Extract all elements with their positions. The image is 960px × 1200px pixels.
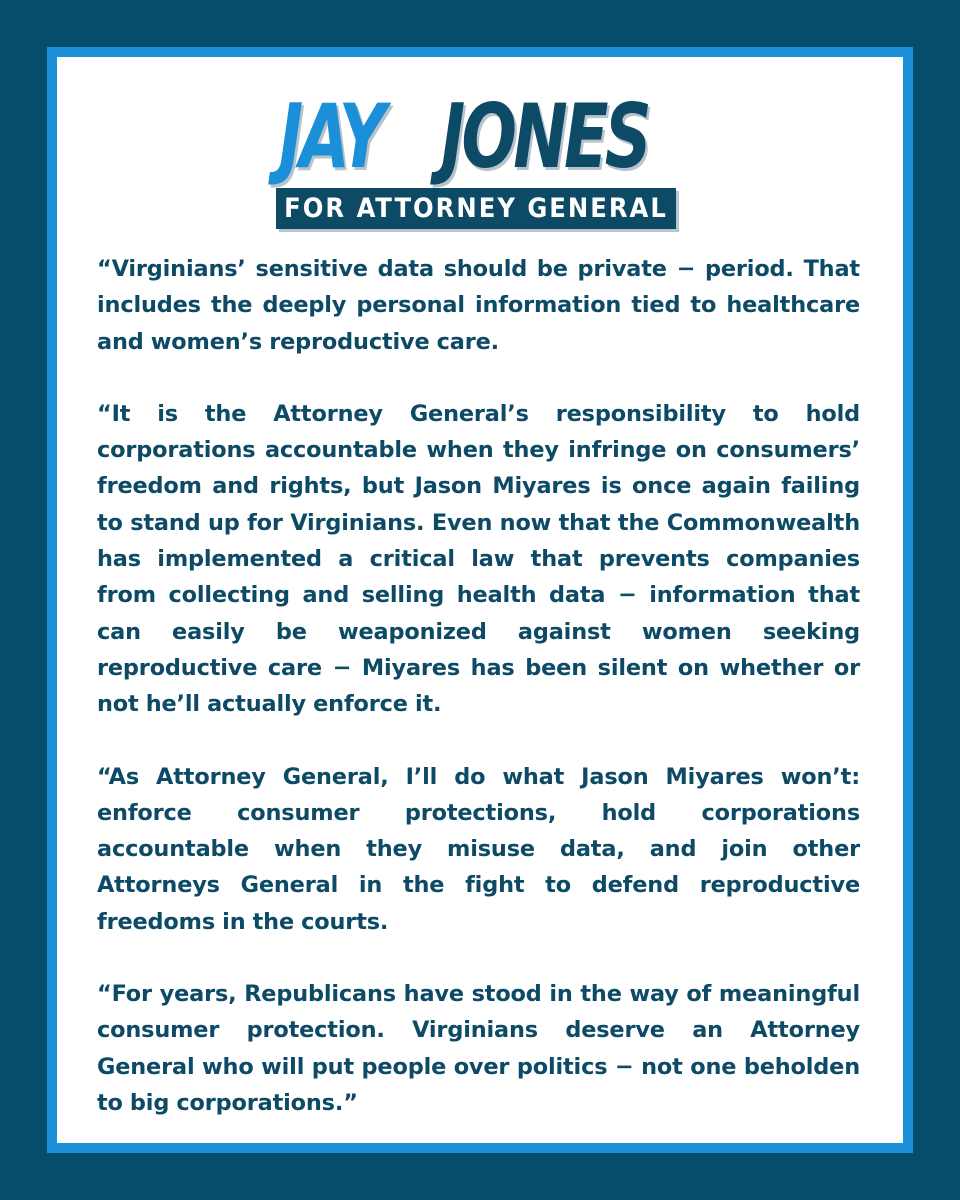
logo-tagline: FOR ATTORNEY GENERAL [284,193,668,224]
statement-paragraph: “As Attorney General, I’ll do what Jason Miyares won’t: enforce consumer protections, hold corporations accountable when they misuse data, and join other Attorneys General in the fight to defend reproductive freedoms in the courts. [97,763,860,935]
statement-paragraph: “Virginians’ sensitive data should be private − period. That includes the deeply personal information tied to healthcare and women’s reproductive care. [97,256,860,355]
statement-card [47,47,913,1153]
statement-paragraph: “It is the Attorney General’s responsibility to hold corporations accountable when they infringe on consumers’ freedom and rights, but Jason Miyares is once again failing to stand up for Virginians. Even now that the Commonwealth has implemented a critical law that prevents companies from collecting and selling health data − information that can easily be weaponized against women seeking reproductive care − Miyares has been silent on whether or not he’ll actually enforce it. [97,400,860,718]
statement-paragraph: “For years, Republicans have stood in the way of meaningful consumer protection. Virginians deserve an Attorney General who will put people over politics − not one beholden to big corporations.” [97,981,860,1116]
logo-banner [276,188,676,229]
logo-last-name: JONES [441,85,648,188]
campaign-logo [57,57,903,237]
statement-body [97,251,860,1157]
logo-first-name: JAY [279,85,383,188]
